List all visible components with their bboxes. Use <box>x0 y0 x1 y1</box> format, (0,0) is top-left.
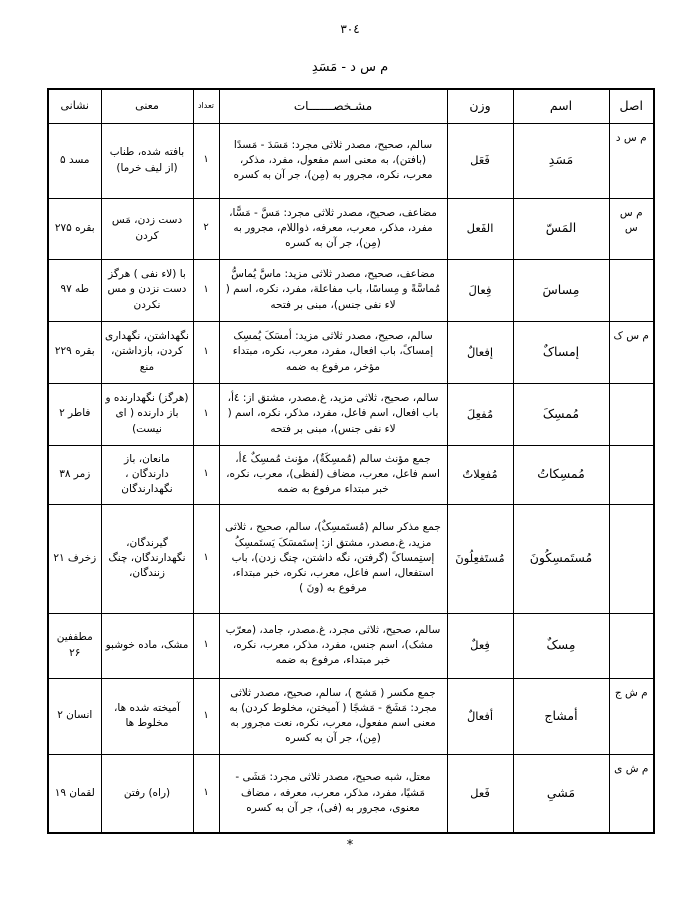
cell-root <box>609 259 654 321</box>
table-row <box>48 613 654 678</box>
cell-reference: طه ۹۷ <box>48 259 101 321</box>
cell-noun: مَسَدِ <box>513 123 609 198</box>
cell-meaning: (هرگز) نگهدارنده و باز دارنده ( ای نیست) <box>101 383 193 445</box>
cell-reference: زخرف ۲۱ <box>48 504 101 613</box>
cell-count: ١ <box>193 754 219 833</box>
table-row <box>48 259 654 321</box>
header-count: تعداد <box>193 89 219 123</box>
cell-meaning: نگهداشتن، نگهداری کردن، بازداشتن، منع <box>101 321 193 383</box>
page-title: م س د - مَسَدِ <box>311 60 389 75</box>
cell-noun: المَسّ <box>513 198 609 259</box>
footer-asterisk: * <box>346 838 354 853</box>
cell-count: ١ <box>193 321 219 383</box>
cell-root <box>609 613 654 678</box>
cell-details: سالم، صحیح، مصدر ثلاثی مزید: أمسَکَ یُمسِک إمساکً، باب افعال، مفرد، معرب، نکره، مبتداء مؤخر، مرفوع به ضمه <box>219 321 447 383</box>
cell-count: ١ <box>193 445 219 504</box>
cell-noun: مِساسَ <box>513 259 609 321</box>
cell-root: م ش ی <box>609 754 654 833</box>
cell-pattern: الفَعل <box>447 198 513 259</box>
header-details: مشـخصـــــــات <box>219 89 447 123</box>
cell-meaning: دست زدن، مَس کردن <box>101 198 193 259</box>
cell-count: ٢ <box>193 198 219 259</box>
cell-root: م س ک <box>609 321 654 383</box>
cell-meaning: مانعان، باز دارندگان ، نگهدارندگان <box>101 445 193 504</box>
cell-noun: مَشیِ <box>513 754 609 833</box>
cell-noun: أمشاج <box>513 678 609 754</box>
table-header-row <box>48 89 654 123</box>
cell-reference: انسان ۲ <box>48 678 101 754</box>
cell-reference: لقمان ۱۹ <box>48 754 101 833</box>
cell-reference: فاطر ۲ <box>48 383 101 445</box>
cell-count: ١ <box>193 678 219 754</box>
table-row <box>48 504 654 613</box>
cell-root: م ش ج <box>609 678 654 754</box>
header-meaning: معنى <box>101 89 193 123</box>
cell-count: ١ <box>193 383 219 445</box>
cell-meaning: بافته شده، طناب (از لیف خرما) <box>101 123 193 198</box>
cell-count: ١ <box>193 259 219 321</box>
cell-root: م س د <box>609 123 654 198</box>
cell-noun: مِسکٌ <box>513 613 609 678</box>
cell-root: م س س <box>609 198 654 259</box>
cell-details: سالم، صحیح، ثلاثی مجرد، غ.مصدر، جامد، (معرّب مشک)، اسم جنس، مفرد، مذکر، معرب، نکره، خبر مبتداء، مرفوع به ضمه <box>219 613 447 678</box>
cell-details: سالم، صحیح، مصدر ثلاثی مجرد: مَسَدَ - مَسدًا (بافتن)، به معنی اسم مفعول، مفرد، مذکر، معرب، نکره، مجرور به (مِن)، جر آن به کسره <box>219 123 447 198</box>
cell-noun: مُمسِکَ <box>513 383 609 445</box>
table-row <box>48 678 654 754</box>
cell-noun: مُمسِکاتُ <box>513 445 609 504</box>
header-root: اصل <box>609 89 654 123</box>
cell-root <box>609 504 654 613</box>
cell-meaning: با (لاء نفی ) هرگز دست نزدن و مس نکردن <box>101 259 193 321</box>
cell-pattern: مُفعِلاتٌ <box>447 445 513 504</box>
morphology-table <box>47 88 655 834</box>
header-noun: اسم <box>513 89 609 123</box>
cell-details: جمع مؤنث سالم (مُمسِکَةٌ)، مؤنث مُمسِکٌ ٤أ، اسم فاعل، معرب، مضاف (لفظی)، معرب، نکره، خبر مبتداء مرفوع به ضمه <box>219 445 447 504</box>
cell-details: سالم، صحیح، ثلاثی مزید، غ.مصدر، مشتق از: ٤أ، باب افعال، اسم فاعل، مفرد، مذکر، نکره، اسم ( لاء نفی جنس)، مبنی بر فتحه <box>219 383 447 445</box>
cell-root <box>609 445 654 504</box>
cell-reference: بقره ۲۷۵ <box>48 198 101 259</box>
cell-details: مضاعف، صحیح، مصدر ثلاثی مجرد: مَسَّ - مَسًّا، مفرد، مذکر، معرب، معرفه، ذواللام، مجرور به (مِن)، جر آن به کسره <box>219 198 447 259</box>
cell-pattern: فِعالَ <box>447 259 513 321</box>
cell-pattern: فَعل <box>447 754 513 833</box>
table-row <box>48 198 654 259</box>
table-row <box>48 321 654 383</box>
cell-reference: بقره ۲۲۹ <box>48 321 101 383</box>
table-row <box>48 123 654 198</box>
cell-pattern: فِعلٌ <box>447 613 513 678</box>
cell-noun: إمساکٌ <box>513 321 609 383</box>
header-reference: نشانى <box>48 89 101 123</box>
page-number: ٣٠٤ <box>340 22 360 36</box>
cell-meaning: آمیخته شده ها، مخلوط ها <box>101 678 193 754</box>
header-pattern: وزن <box>447 89 513 123</box>
table-row <box>48 754 654 833</box>
cell-meaning: گیرندگان، نگهدارندگان، چنگ زنندگان، <box>101 504 193 613</box>
cell-pattern: إفعالٌ <box>447 321 513 383</box>
cell-details: جمع مذکر سالم (مُستَمسِکٌ)، سالم، صحیح ، ثلاثی مزید، غ.مصدر، مشتق از: إستَمسَکَ یَستَمسِکُ إستِمساکً (گرفتن، نگه داشتن، چنگ زدن)، باب استفعال، اسم فاعل، معرب، نکره، خبر مبتداء، مرفوع به (ونَ ) <box>219 504 447 613</box>
cell-pattern: فَعَل <box>447 123 513 198</box>
cell-pattern: أفعالٌ <box>447 678 513 754</box>
cell-details: جمع مکسر ( مَشج )، سالم، صحیح، مصدر ثلاثی مجرد: مَشَجَ - مَشجًا ( آمیختن، مخلوط کردن) به معنی اسم مفعول، معرب، نکره، نعت مجرور به (مِن)، جر آن به کسره <box>219 678 447 754</box>
cell-noun: مُستَمسِکُونَ <box>513 504 609 613</box>
cell-details: مضاعف، صحیح، مصدر ثلاثی مزید: ماسَّ یُماسُّ مُماسَّةً و مِساسًا، باب مفاعلة، مفرد، نکره، اسم ( لاء نفی جنس)، مبنی بر فتحه <box>219 259 447 321</box>
cell-count: ١ <box>193 123 219 198</box>
cell-meaning: مشک، ماده خوشبو <box>101 613 193 678</box>
cell-reference: مسد ۵ <box>48 123 101 198</box>
table-row <box>48 383 654 445</box>
cell-meaning: (راه) رفتن <box>101 754 193 833</box>
cell-reference: زمر ۳۸ <box>48 445 101 504</box>
table-row <box>48 445 654 504</box>
cell-pattern: مُفعِلَ <box>447 383 513 445</box>
cell-root <box>609 383 654 445</box>
cell-details: معتل، شبه صحیح، مصدر ثلاثی مجرد: مَشَی - مَشیًا، مفرد، مذکر، معرب، معرفه ، مضاف معنوی، مجرور به (فی)، جر آن به کسره <box>219 754 447 833</box>
cell-count: ١ <box>193 504 219 613</box>
cell-pattern: مُستَفعِلُونَ <box>447 504 513 613</box>
cell-reference: مطففین ۲۶ <box>48 613 101 678</box>
cell-count: ١ <box>193 613 219 678</box>
